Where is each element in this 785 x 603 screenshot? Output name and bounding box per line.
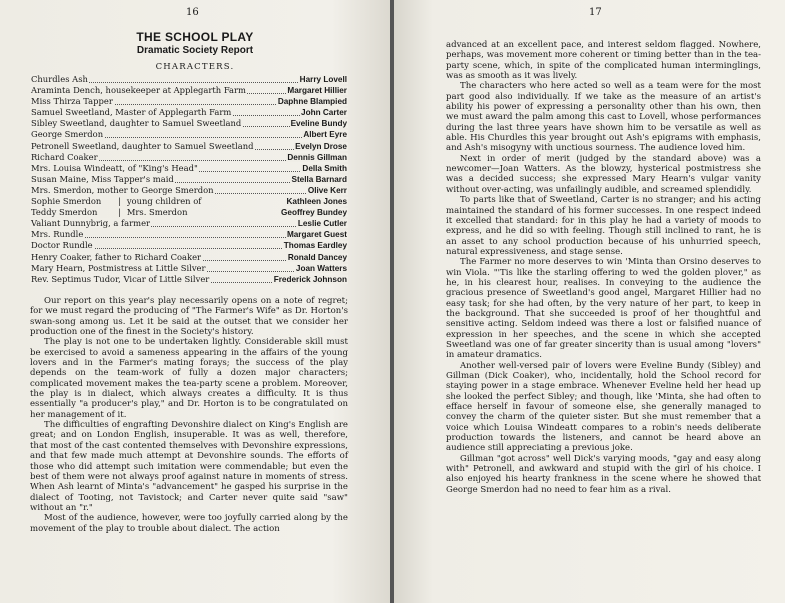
- paragraph: Another well-versed pair of lovers were Eveline Bundy (Sibley) and Gillman (Dick Coaker), who, incidentally, hold the School record for staying power in a stage embrace. Whenever Eveline held her head up she looked the perfect Sibley; and though, like 'Minta, she had often to efface herself in favour of someone else, she generally managed to convey the charm of the quieter sister. But she must remember that a voice which Louisa Windeatt compares to a robin's needs deliberate production towards the listeners, and cannot be heard above an audience still appreciating a previous joke.: [446, 360, 761, 454]
- right-body-text: [446, 40, 761, 495]
- characters-heading: CHARACTERS.: [155, 62, 235, 72]
- cast-actor: Della Smith: [302, 163, 347, 173]
- cast-row: [30, 118, 348, 129]
- cast-row: [30, 129, 348, 140]
- cast-actor: Eveline Bundy: [290, 119, 347, 129]
- cast-role: Churdles Ash: [31, 74, 88, 84]
- cast-role: Mary Hearn, Postmistress at Little Silver: [31, 262, 206, 273]
- paragraph: The characters who here acted so well as a team were for the most part good also individually. If we take as the measure of an artist's ability his power of expressing a personality other than his own, then we must award the palm among this cast to Lovell, whose performances during the last three years have shown him to be versatile as well as able. His Churdles this year brought out Ash's epigrams with emphasis, and Ash's misogyny with unctious sourness. The audience loved him.: [446, 81, 761, 154]
- cast-actor: John Carter: [301, 108, 347, 118]
- right-page: [394, 0, 785, 603]
- cast-role: Samuel Sweetland, Master of Applegarth Farm: [31, 107, 232, 118]
- cast-row: [30, 274, 348, 285]
- cast-role: Teddy Smerdon: [31, 207, 98, 218]
- page-number-left: 16: [186, 7, 199, 18]
- cast-role: Doctor Rundle: [31, 240, 93, 251]
- article-subtitle: Dramatic Society Report: [136, 45, 254, 56]
- cast-role: Valiant Dunnybrig, a farmer: [31, 218, 151, 229]
- article-title: THE SCHOOL PLAY: [136, 30, 254, 44]
- cast-row: [30, 196, 348, 207]
- paragraph: To parts like that of Sweetland, Carter is no stranger; and his acting maintained the standard of his former successes. In one respect indeed it excelled that standard: for in this play he had a variety of moods to express, and he did so with feeling. Though still inclined to rant, he is an asset to any school production because of his unhurried speech, natural expressiveness, and stage sense.: [446, 195, 761, 257]
- cast-actor: Margaret Guest: [286, 230, 347, 240]
- cast-row: [30, 252, 348, 263]
- cast-actor: Dennis Gillman: [287, 152, 347, 162]
- cast-actor: Joan Watters: [295, 263, 347, 273]
- cast-role: Richard Coaker: [31, 151, 98, 162]
- page-number-right: 17: [589, 7, 602, 18]
- cast-row: [30, 74, 348, 85]
- cast-role: Petronell Sweetland, daughter to Samuel Sweetland: [31, 140, 254, 151]
- cast-actor: Frederick Johnson: [273, 274, 347, 284]
- cast-actor: Harry Lovell: [299, 75, 347, 84]
- cast-row: [30, 207, 348, 218]
- cast-row: [30, 163, 348, 174]
- cast-row: [30, 240, 348, 251]
- cast-role: Sibley Sweetland, daughter to Samuel Sweetland: [31, 118, 242, 129]
- cast-row: [30, 218, 348, 229]
- paragraph: advanced at an excellent pace, and interest seldom flagged. Nowhere, perhaps, was movement more coherent or timing better than in the tea-party scene, which, in spite of the complicated human interminglings, was as smooth as it was lively.: [446, 40, 761, 82]
- cast-role: Henry Coaker, father to Richard Coaker: [31, 251, 202, 262]
- cast-actor: Geoffrey Bundey: [281, 208, 347, 218]
- cast-actor: Leslie Cutler: [297, 219, 347, 229]
- cast-row: [30, 185, 348, 196]
- cast-actor: Ronald Dancey: [287, 252, 347, 262]
- cast-row: [30, 263, 348, 274]
- left-body-text: [30, 296, 348, 534]
- cast-row: [30, 141, 348, 152]
- cast-row: [30, 229, 348, 240]
- cast-role-note: | Mrs. Smerdon: [118, 207, 188, 218]
- cast-role: Susan Maine, Miss Tapper's maid: [31, 173, 174, 184]
- cast-row: [30, 96, 348, 107]
- left-page: [0, 0, 390, 603]
- cast-actor: Margaret Hillier: [287, 86, 347, 96]
- paragraph: Most of the audience, however, were too joyfully carried along by the movement of the play to trouble about dialect. The action: [30, 513, 348, 534]
- cast-actor: Daphne Blampied: [277, 97, 347, 107]
- paragraph: Our report on this year's play necessarily opens on a note of regret; for we must regard the producing of "The Farmer's Wife" as Dr. Horton's swan-song among us. Let it be said at the outset that we consider her production one of the finest in the Society's history.: [30, 296, 348, 338]
- cast-row: [30, 107, 348, 118]
- cast-role: Miss Thirza Tapper: [31, 96, 113, 107]
- cast-actor: Albert Eyre: [303, 130, 347, 140]
- cast-role: George Smerdon: [31, 129, 104, 140]
- cast-list: [30, 74, 348, 285]
- cast-role: Mrs. Smerdon, mother to George Smerdon: [31, 184, 214, 195]
- cast-role: Sophie Smerdon: [31, 196, 102, 207]
- paragraph: Gillman "got across" well Dick's varying moods, "gay and easy along with" Petronell, and awkward and stupid with the girl of his choice. I also enjoyed his hearty frankness in the scene where he showed that George Smerdon had no need to fear him as a rival.: [446, 453, 761, 495]
- cast-role: Araminta Dench, housekeeper at Applegarth Farm: [31, 85, 246, 96]
- cast-row: [30, 174, 348, 185]
- paragraph: The play is not one to be undertaken lightly. Considerable skill must be exercised to avoid a sameness appearing in the affairs of the young lovers and in the Farmer's mating forays; the success of the play depends on the team-work of fully a dozen major characters; complicated movement makes the tea-party scene a problem. Moreover, the play is in dialect, which always creates a difficulty. It is thus essentially "a producer's play," and Dr. Horton is to be congratulated on her management of it.: [30, 337, 348, 420]
- cast-actor: Kathleen Jones: [286, 197, 347, 207]
- cast-role: Mrs. Rundle: [31, 229, 84, 240]
- paragraph: Next in order of merit (judged by the standard above) was a newcomer—Joan Watters. As the blowzy, hysterical postmistress she was a decided success; she expressed Mary Hearn's vulgar vanity without over-acting, was unfailingly audible, and screamed splendidly.: [446, 153, 761, 195]
- cast-actor: Thomas Eardley: [283, 241, 347, 251]
- cast-role: Mrs. Louisa Windeatt, of "King's Head": [31, 162, 198, 173]
- paragraph: The Farmer no more deserves to win 'Minta than Orsino deserves to win Viola. "'Tis like the starling offering to wed the golden plover," as he, in his clearest hour, realises. In conveying to the audience the gracious presence of Sweetland's good angel, Margaret Hillier had no easy task; for she had often, by the very nature of her part, to keep in the background. That she succeeded is proof of her thoughtful and sensitive acting. Seldom indeed was there a lost or falsified nuance of expression in her speeches, and the scene in which she accepted Sweetland was one of far greater sincerity than is usual among "lovers" in amateur dramatics.: [446, 257, 761, 361]
- cast-actor: Olive Kerr: [307, 185, 347, 195]
- cast-row: [30, 152, 348, 163]
- cast-role-note: | young children of: [118, 196, 202, 207]
- cast-actor: Evelyn Drose: [295, 141, 347, 151]
- cast-row: [30, 85, 348, 96]
- cast-actor: Stella Barnard: [291, 174, 347, 184]
- paragraph: The difficulties of engrafting Devonshire dialect on King's English are great; and on London English, insuperable. It was as well, therefore, that most of the cast contented themselves with Devonshire expressions, and that few made much attempt at Devonshire sounds. The efforts of those who did attempt such imitation were commendable; but even the best of them were not always proof against nature in moments of stress. When Ash learnt of Minta's "advancement" he gasped his surprise in the dialect of Tooting, not Tavistock; and Carter never quite said "saw" without an "r.": [30, 420, 348, 513]
- cast-role: Rev. Septimus Tudor, Vicar of Little Silver: [31, 273, 210, 284]
